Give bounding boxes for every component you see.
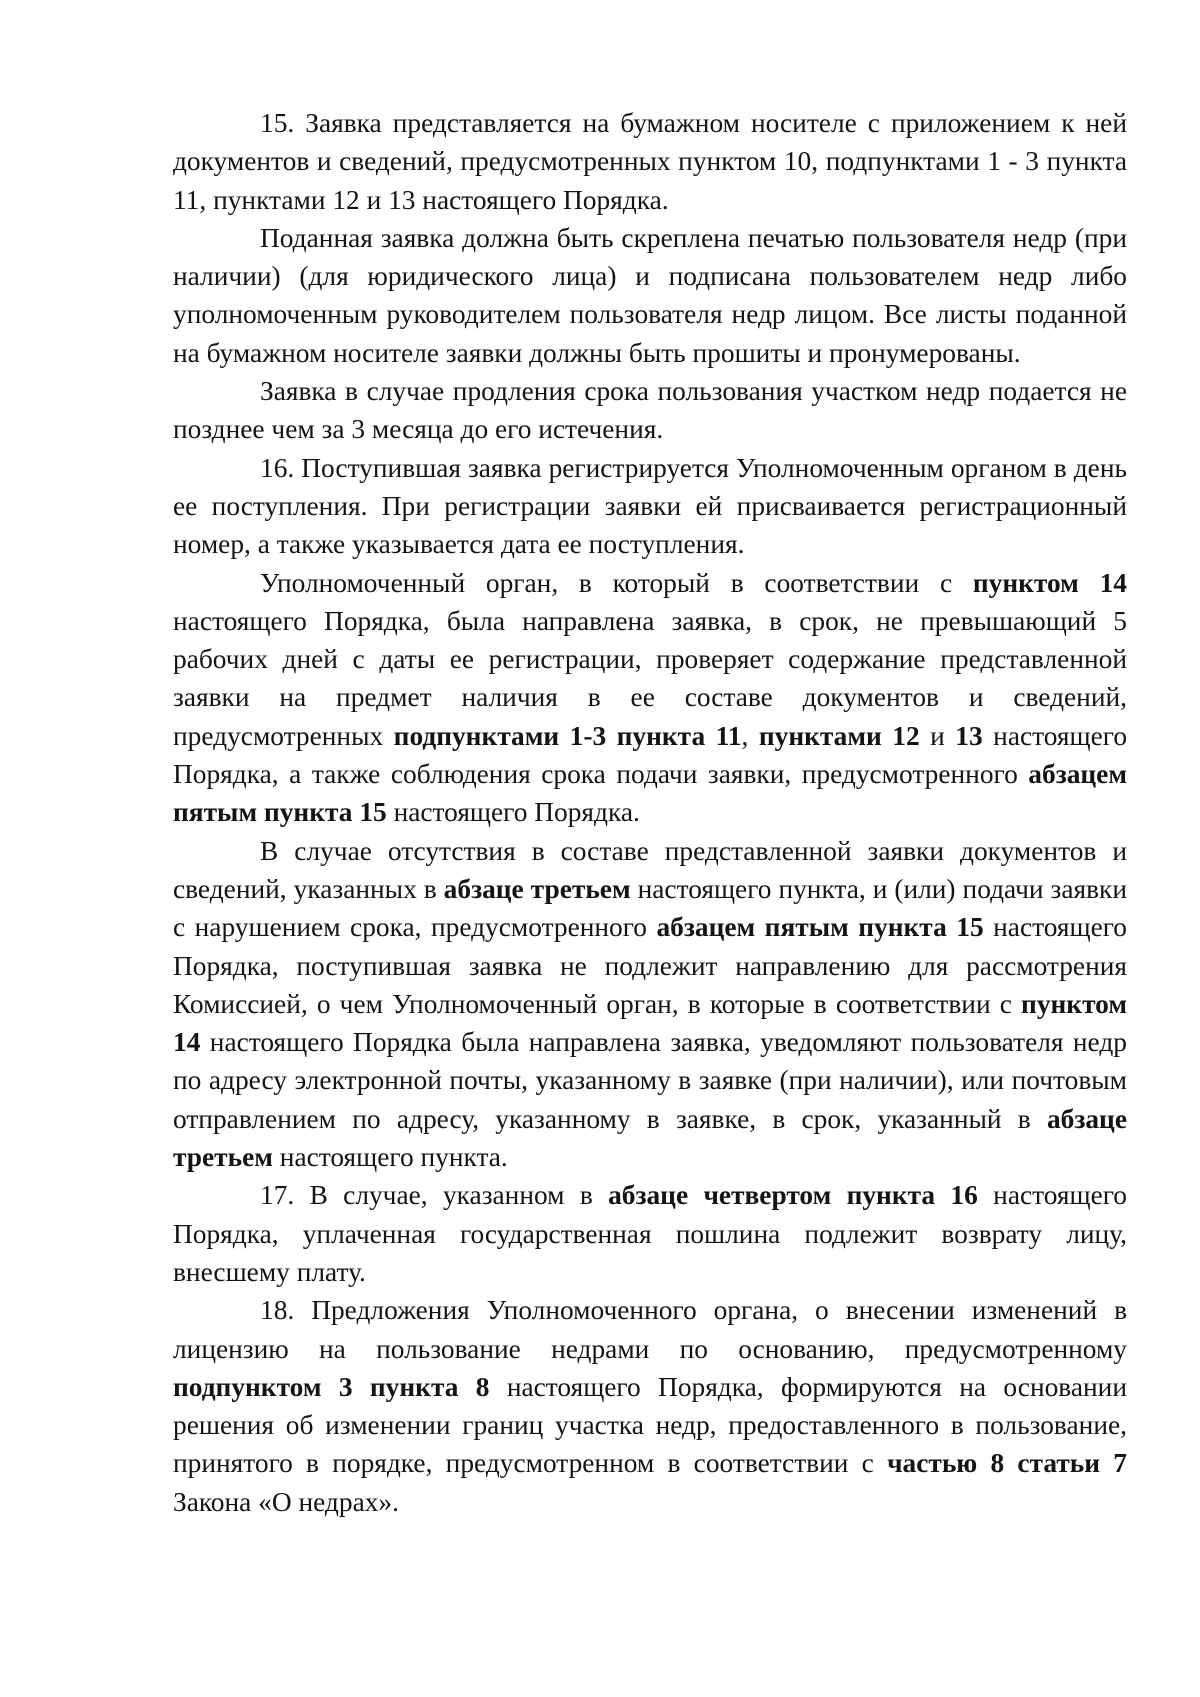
paragraph-15 (173, 104, 1127, 219)
bold-reference: пунктами 12 (758, 720, 920, 751)
text-segment: , (741, 720, 759, 751)
text-segment: 17. В случае, указанном в (260, 1180, 609, 1211)
bold-reference: абзаце третьем (173, 1103, 1127, 1173)
text-segment: настоящего Порядка, формируются на основании решения об изменении границ участка недр, предоставленного в пользование, принятого в порядке, предусмотренном в соответствии с (173, 1371, 1127, 1479)
bold-reference: абзаце четвертом пункта 16 (608, 1180, 978, 1211)
document-page (173, 104, 1127, 1521)
text-segment: настоящего пункта. (272, 1142, 508, 1173)
bold-reference: подпунктами 1-3 пункта 11 (393, 720, 742, 751)
text-segment: 18. Предложения Уполномоченного органа, о внесении изменений в лицензию на пользование недрами по основанию, предусмотренному (173, 1295, 1127, 1364)
text-segment: настоящего Порядка, поступившая заявка не подлежит направлению для рассмотрения Комиссией, о чем Уполномоченный орган, в которые в соответствии с (173, 912, 1127, 1019)
paragraph-15-signature (173, 219, 1127, 372)
paragraph-15-deadline (173, 372, 1127, 449)
text-segment: настоящего Порядка, уплаченная государственная пошлина подлежит возврату лицу, внесшему плату. (173, 1180, 1128, 1287)
text-segment: и (919, 720, 956, 751)
text-segment: настоящего пункта, и (или) подачи заявки с нарушением срока, предусмотренного (173, 873, 1127, 943)
paragraph-16 (173, 449, 1127, 564)
bold-reference: абзацем пятым пункта 15 (173, 759, 1127, 828)
bold-reference: частью 8 статьи 7 (887, 1448, 1127, 1479)
paragraph-18 (173, 1291, 1127, 1521)
bold-reference: 13 (955, 720, 983, 751)
bold-reference: пунктом 14 (972, 567, 1127, 598)
text-segment: настоящего Порядка, а также соблюдения срока подачи заявки, предусмотренного (173, 720, 1128, 790)
bold-reference: абзацем пятым пункта 15 (656, 912, 984, 943)
text-segment: настоящего Порядка. (386, 797, 640, 828)
bold-reference: пунктом 14 (173, 988, 1127, 1058)
paragraph-16-review (173, 564, 1127, 832)
text-segment: В случае отсутствия в составе представленной заявки документов и сведений, указанных в (173, 835, 1127, 904)
text-segment: Закона «О недрах». (173, 1486, 399, 1517)
bold-reference: подпунктом 3 пункта 8 (173, 1371, 490, 1402)
text-segment: Уполномоченный орган, в который в соответствии с (260, 567, 973, 598)
paragraph-17 (173, 1176, 1127, 1291)
text-segment: настоящего Порядка была направлена заявка, уведомляют пользователя недр по адресу электронной почты, указанному в заявке (при наличии), или почтовым отправлением по адресу, указанному в заявке, в срок, указанный в (173, 1027, 1127, 1134)
text-segment: настоящего Порядка, была направлена заявка, в срок, не превышающий 5 рабочих дней с даты ее регистрации, проверяет содержание представленной заявки на предмет наличия в ее составе документов и сведений, предусмотренных (173, 605, 1127, 751)
paragraph-16-rejection (173, 832, 1127, 1177)
text-segment: Заявка в случае продления срока пользования участком недр подается не позднее чем за 3 месяца до его истечения. (173, 376, 1127, 445)
bold-reference: абзаце третьем (443, 873, 631, 904)
text-segment: 15. Заявка представляется на бумажном носителе с приложением к ней документов и сведений, предусмотренных пунктом 10, подпунктами 1 - 3 пункта 11, пунктами 12 и 13 настоящего Порядка. (173, 108, 1127, 215)
text-segment: 16. Поступившая заявка регистрируется Уполномоченным органом в день ее поступления. При регистрации заявки ей присваивается регистрационный номер, а также указывается дата ее поступления. (173, 452, 1127, 560)
text-segment: Поданная заявка должна быть скреплена печатью пользователя недр (при наличии) (для юридического лица) и подписана пользователем недр либо уполномоченным руководителем пользователя недр лицом. Все листы поданной на бумажном носителе заявки должны быть прошиты и пронумерованы. (173, 222, 1127, 368)
